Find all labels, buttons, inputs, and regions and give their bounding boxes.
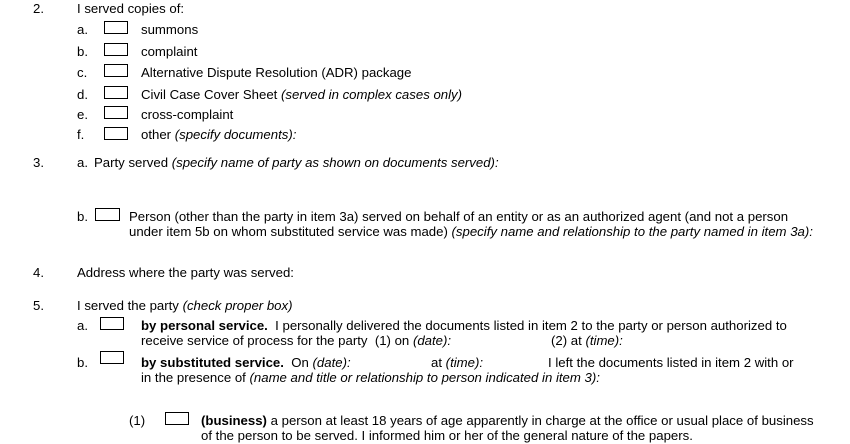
- personal-service-text: by personal service. I personally delivered the documents listed in item 2 to the party or person authorized to: [141, 318, 787, 333]
- item-number: 3.: [33, 155, 44, 170]
- civil-case-cover-sheet-checkbox[interactable]: [104, 86, 128, 99]
- item-number: 5.: [33, 298, 44, 313]
- item-number: 4.: [33, 265, 44, 280]
- item-label: cross-complaint: [141, 107, 234, 122]
- personal-service-text: receive service of process for the party (1) on (date):: [141, 333, 452, 348]
- item-label: complaint: [141, 44, 198, 59]
- item-number: 2.: [33, 1, 44, 16]
- item-note: (served in complex cases only): [281, 87, 463, 102]
- business-checkbox[interactable]: [165, 412, 189, 425]
- personal-service-checkbox[interactable]: [100, 317, 124, 330]
- item-letter: a.: [77, 318, 88, 333]
- business-text: of the person to be served. I informed him or her of the general nature of the papers.: [201, 428, 693, 443]
- adr-package-checkbox[interactable]: [104, 64, 128, 77]
- complaint-checkbox[interactable]: [104, 43, 128, 56]
- person-served-text: Person (other than the party in item 3a) served on behalf of an entity or as an authorized agent (and not a person: [129, 209, 789, 224]
- party-served-label: Party served (specify name of party as shown on documents served):: [94, 155, 499, 170]
- item-letter: b.: [77, 44, 88, 59]
- section-title: I served copies of:: [77, 1, 185, 16]
- item-letter: b.: [77, 209, 88, 224]
- substituted-service-checkbox[interactable]: [100, 351, 124, 364]
- business-text: (business) a person at least 18 years of age apparently in charge at the office or usual place of business: [201, 413, 814, 428]
- item-letter: b.: [77, 355, 88, 370]
- item-label: Alternative Dispute Resolution (ADR) package: [141, 65, 412, 80]
- person-served-text: under item 5b on whom substituted service was made) (specify name and relationship to the party named in item 3a):: [129, 224, 813, 239]
- item-letter: d.: [77, 87, 88, 102]
- item-letter: c.: [77, 65, 88, 80]
- item-note: (specify documents):: [174, 127, 297, 142]
- item-label: summons: [141, 22, 199, 37]
- item-letter: a.: [77, 155, 88, 170]
- person-served-checkbox[interactable]: [95, 208, 120, 221]
- substituted-service-text: in the presence of (name and title or relationship to person indicated in item 3):: [141, 370, 600, 385]
- item-letter: f.: [77, 127, 85, 142]
- personal-service-time-label: (2) at (time):: [551, 333, 623, 348]
- summons-checkbox[interactable]: [104, 21, 128, 34]
- item-letter: e.: [77, 107, 88, 122]
- cross-complaint-checkbox[interactable]: [104, 106, 128, 119]
- section-title: I served the party (check proper box): [77, 298, 293, 313]
- address-label: Address where the party was served:: [77, 265, 294, 280]
- substituted-service-time-label: at (time):: [431, 355, 484, 370]
- substituted-service-text: by substituted service. On (date):: [141, 355, 351, 370]
- item-label: Civil Case Cover Sheet (served in complex cases only): [141, 87, 463, 102]
- sub-item-number: (1): [129, 413, 146, 428]
- other-documents-checkbox[interactable]: [104, 127, 128, 140]
- item-letter: a.: [77, 22, 88, 37]
- item-label: other (specify documents):: [141, 127, 297, 142]
- substituted-service-text: I left the documents listed in item 2 with or: [548, 355, 794, 370]
